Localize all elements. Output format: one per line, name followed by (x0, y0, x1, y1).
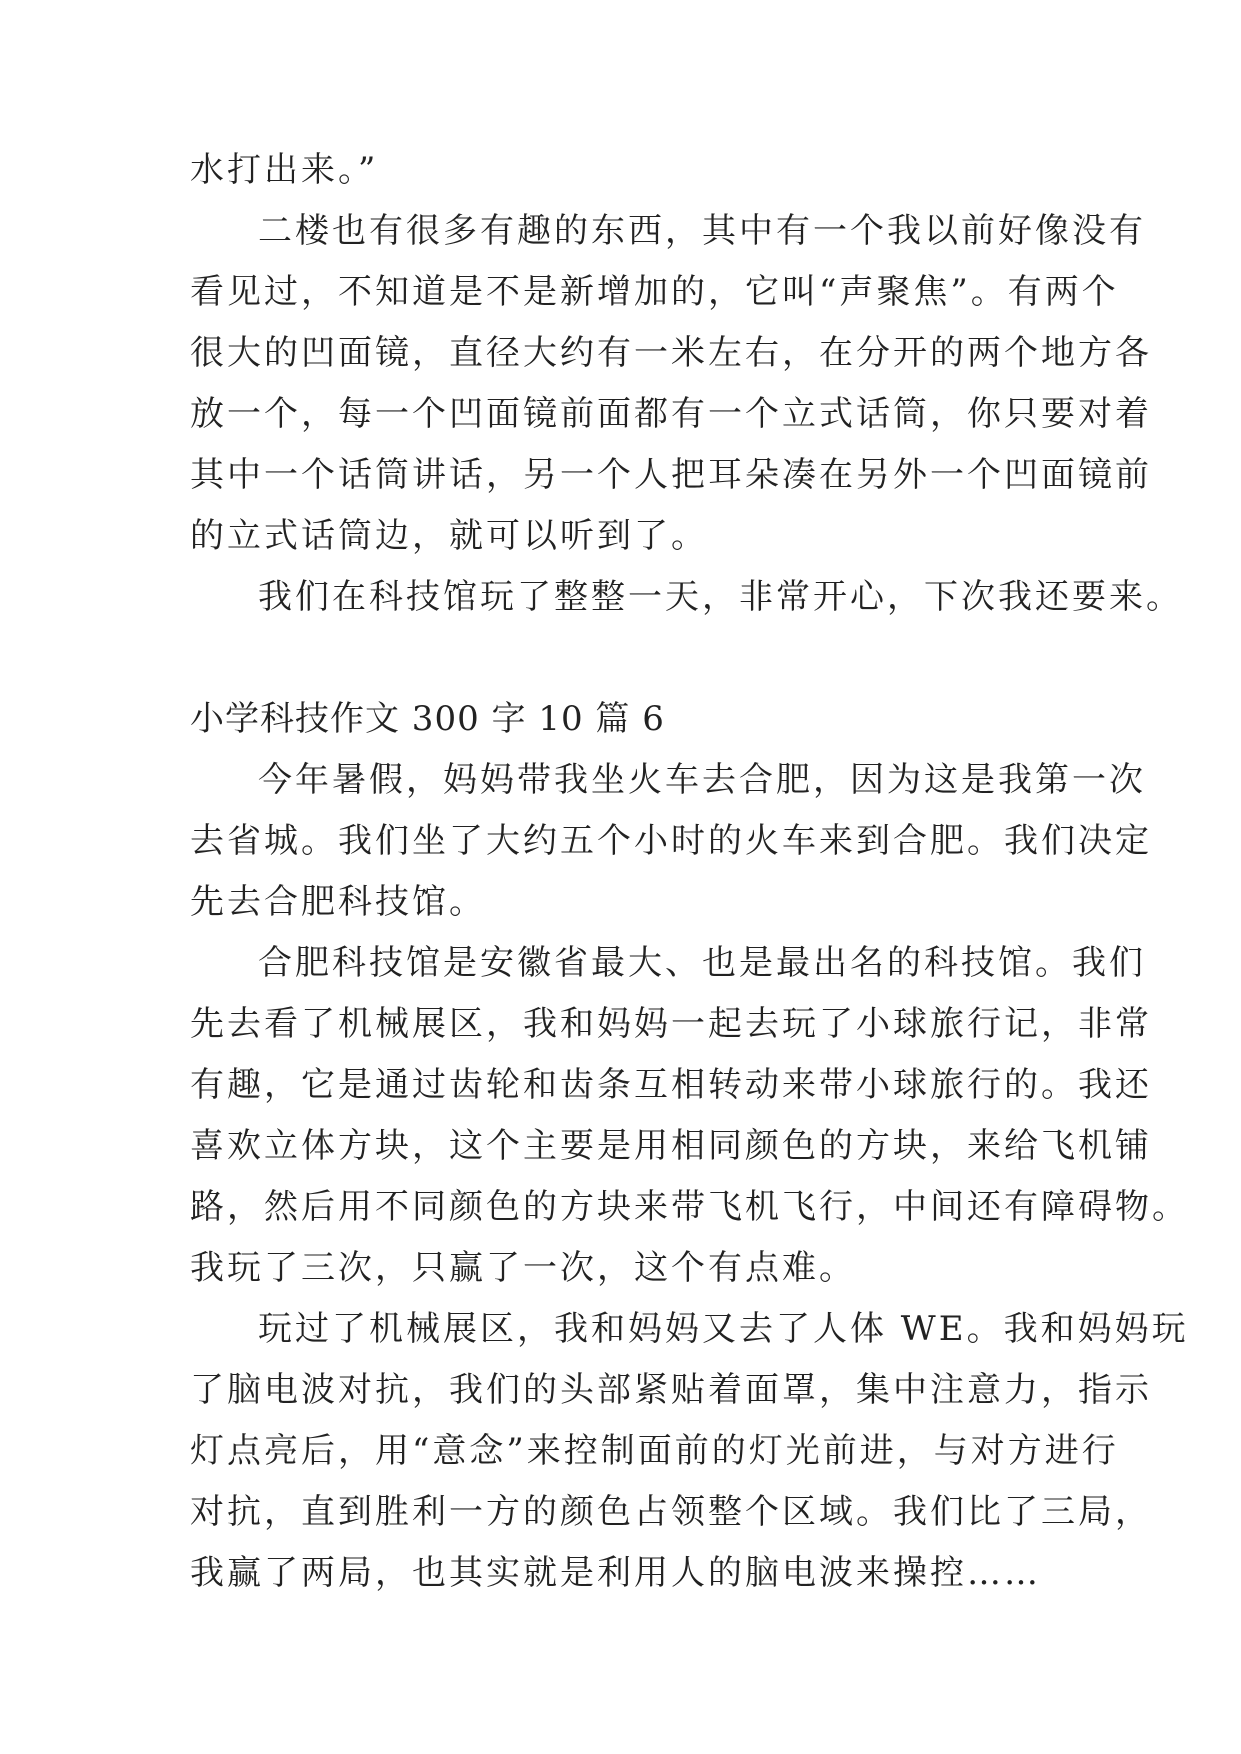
document-body (190, 140, 1189, 1604)
paragraph-line: 去省城。我们坐了大约五个小时的火车来到合肥。我们决定 (190, 821, 1152, 861)
paragraph-line: 看见过，不知道是不是新增加的，它叫“声聚焦”。有两个 (190, 272, 1119, 312)
paragraph-line: 合肥科技馆是安徽省最大、也是最出名的科技馆。我们 (258, 943, 1146, 983)
paragraph-line: 有趣，它是通过齿轮和齿条互相转动来带小球旅行的。我还 (190, 1065, 1152, 1105)
paragraph-line: 玩过了机械展区，我和妈妈又去了人体 WE。我和妈妈玩 (258, 1309, 1189, 1349)
section-title: 小学科技作文 300 字 10 篇 6 (190, 699, 665, 739)
paragraph-line: 路，然后用不同颜色的方块来带飞机飞行，中间还有障碍物。 (190, 1187, 1189, 1227)
paragraph-line: 先去看了机械展区，我和妈妈一起去玩了小球旅行记，非常 (190, 1004, 1152, 1044)
paragraph-line: 放一个，每一个凹面镜前面都有一个立式话筒，你只要对着 (190, 394, 1152, 434)
section-spacer (190, 628, 1060, 689)
paragraph-line: 水打出来。” (190, 150, 379, 190)
paragraph-line: 我们在科技馆玩了整整一天，非常开心，下次我还要来。 (258, 577, 1183, 617)
paragraph-line: 我赢了两局，也其实就是利用人的脑电波来操控…… (190, 1553, 1041, 1593)
paragraph-line: 喜欢立体方块，这个主要是用相同颜色的方块，来给飞机铺 (190, 1126, 1152, 1166)
paragraph-line: 了脑电波对抗，我们的头部紧贴着面罩，集中注意力，指示 (190, 1370, 1152, 1410)
paragraph-line: 很大的凹面镜，直径大约有一米左右，在分开的两个地方各 (190, 333, 1152, 373)
paragraph-line: 对抗，直到胜利一方的颜色占领整个区域。我们比了三局， (190, 1492, 1152, 1532)
paragraph-line: 其中一个话筒讲话，另一个人把耳朵凑在另外一个凹面镜前 (190, 455, 1152, 495)
paragraph-line: 灯点亮后，用“意念”来控制面前的灯光前进，与对方进行 (190, 1431, 1119, 1471)
paragraph-line: 先去合肥科技馆。 (190, 882, 486, 922)
paragraph-line: 的立式话筒边，就可以听到了。 (190, 516, 708, 556)
paragraph-line: 二楼也有很多有趣的东西，其中有一个我以前好像没有 (258, 211, 1146, 251)
paragraph-line: 我玩了三次，只赢了一次，这个有点难。 (190, 1248, 856, 1288)
paragraph-line: 今年暑假，妈妈带我坐火车去合肥，因为这是我第一次 (258, 760, 1146, 800)
